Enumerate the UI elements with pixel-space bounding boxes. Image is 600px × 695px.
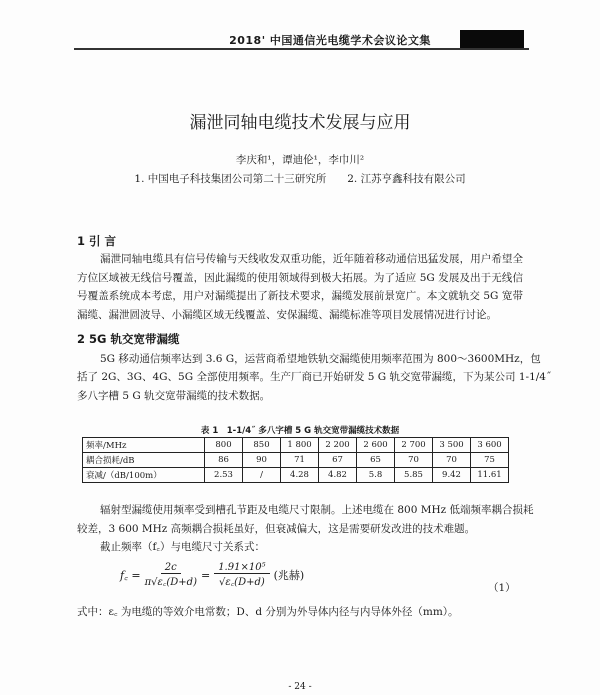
- table-cell: 1 800: [281, 438, 319, 453]
- table-cell: 4.82: [319, 468, 357, 483]
- formula: [120, 562, 304, 588]
- header-rule: [74, 48, 529, 50]
- table-cell: 67: [319, 453, 357, 468]
- table-cell: 5.85: [395, 468, 433, 483]
- denominator: √ε꜀(D+d): [218, 577, 265, 588]
- affiliations: 1. 中国电子科技集团公司第二十三研究所 2. 江苏亨鑫科技有限公司: [134, 173, 466, 185]
- table-cell: 850: [243, 438, 281, 453]
- table-cell: 4.28: [281, 468, 319, 483]
- table-row: [83, 468, 509, 483]
- table-cell: 3 500: [433, 438, 471, 453]
- authors: 李庆和¹，谭迪伦¹，李巾川²: [235, 154, 365, 166]
- text-line: 辐射型漏缆使用频率受到槽孔节距及电缆尺寸限制。上述电缆在 800 MHz 低端频率耦合损耗: [100, 504, 534, 516]
- unit: (兆赫): [273, 569, 305, 582]
- table-cell: /: [243, 468, 281, 483]
- text-line: 漏泄同轴电缆具有信号传输与天线收发双重功能，近年随着移动通信迅猛发展，用户希望全: [100, 253, 523, 265]
- formula-lhs: f꜀ =: [120, 568, 141, 582]
- table-cell: 70: [433, 453, 471, 468]
- fraction-1: [145, 562, 197, 588]
- table-cell: 5.8: [357, 468, 395, 483]
- table-cell: 70: [395, 453, 433, 468]
- table-cell: 71: [281, 453, 319, 468]
- table-row: [83, 438, 509, 453]
- row-header: 衰减/（dB/100m）: [83, 468, 205, 483]
- running-head: 2018' 中国通信光电缆学术会议论文集: [229, 34, 431, 47]
- paper-title: 漏泄同轴电缆技术发展与应用: [189, 113, 411, 133]
- text-line: 号覆盖系统成本考虑，用户对漏缆提出了新技术要求，漏缆发展前景宽广。本文就轨交 5G 宽带: [77, 290, 523, 302]
- table-cell: 65: [357, 453, 395, 468]
- section-heading-1: 1 引 言: [77, 234, 117, 248]
- formula-note: 式中：ε꜀ 为电缆的等效介电常数；D、d 分别为外导体内径与内导体外径（mm）。: [77, 606, 459, 618]
- table-cell: 90: [243, 453, 281, 468]
- table-cell: 11.61: [471, 468, 509, 483]
- table-cell: 9.42: [433, 468, 471, 483]
- equals: =: [200, 568, 211, 582]
- numerator: 1.91×10⁵: [214, 562, 269, 574]
- text-line: 方位区域被无线信号覆盖，因此漏缆的使用领域得到极大拓展。为了适应 5G 发展及出于无线信: [77, 272, 523, 284]
- header-black-box: [460, 30, 524, 50]
- text-line: 截止频率（f꜀）与电缆尺寸关系式：: [100, 541, 266, 553]
- table-cell: 75: [471, 453, 509, 468]
- table-cell: 2 600: [357, 438, 395, 453]
- text-line: 多八字槽 5 G 轨交宽带漏缆的技术数据。: [77, 390, 271, 402]
- table-cell: 2 200: [319, 438, 357, 453]
- table-cell: 2 700: [395, 438, 433, 453]
- row-header: 耦合损耗/dB: [83, 453, 205, 468]
- table-cell: 3 600: [471, 438, 509, 453]
- data-table: [82, 437, 509, 483]
- table-caption: 表 1 1-1/4˝ 多八字槽 5 G 轨交宽带漏缆技术数据: [200, 426, 400, 436]
- page-number: - 24 -: [288, 682, 312, 692]
- text-line: 5G 移动通信频率达到 3.6 G，运营商希望地铁轨交漏缆使用频率范围为 800～3600MHz，包: [100, 353, 541, 365]
- table-row: [83, 453, 509, 468]
- table-cell: 86: [205, 453, 243, 468]
- table-cell: 2.53: [205, 468, 243, 483]
- fraction-2: [214, 562, 269, 588]
- section-heading-2: 2 5G 轨交宽带漏缆: [77, 332, 180, 346]
- text-line: 括了 2G、3G、4G、5G 全部使用频率。生产厂商已开始研发 5 G 轨交宽带漏缆，下为某公司 1-1/4˝: [77, 371, 552, 383]
- denominator: π√ε꜀(D+d): [144, 577, 197, 588]
- equation-number: （1）: [488, 582, 516, 594]
- row-header: 频率/MHz: [83, 438, 205, 453]
- text-line: 漏缆、漏泄圆波导、小漏缆区域无线覆盖、安保漏缆、漏缆标准等项目发展情况进行讨论。: [77, 309, 497, 321]
- table-cell: 800: [205, 438, 243, 453]
- numerator: 2c: [161, 562, 181, 574]
- text-line: 较差，3 600 MHz 高频耦合损耗虽好，但衰减偏大，这是需要研发改进的技术难题。: [77, 523, 476, 535]
